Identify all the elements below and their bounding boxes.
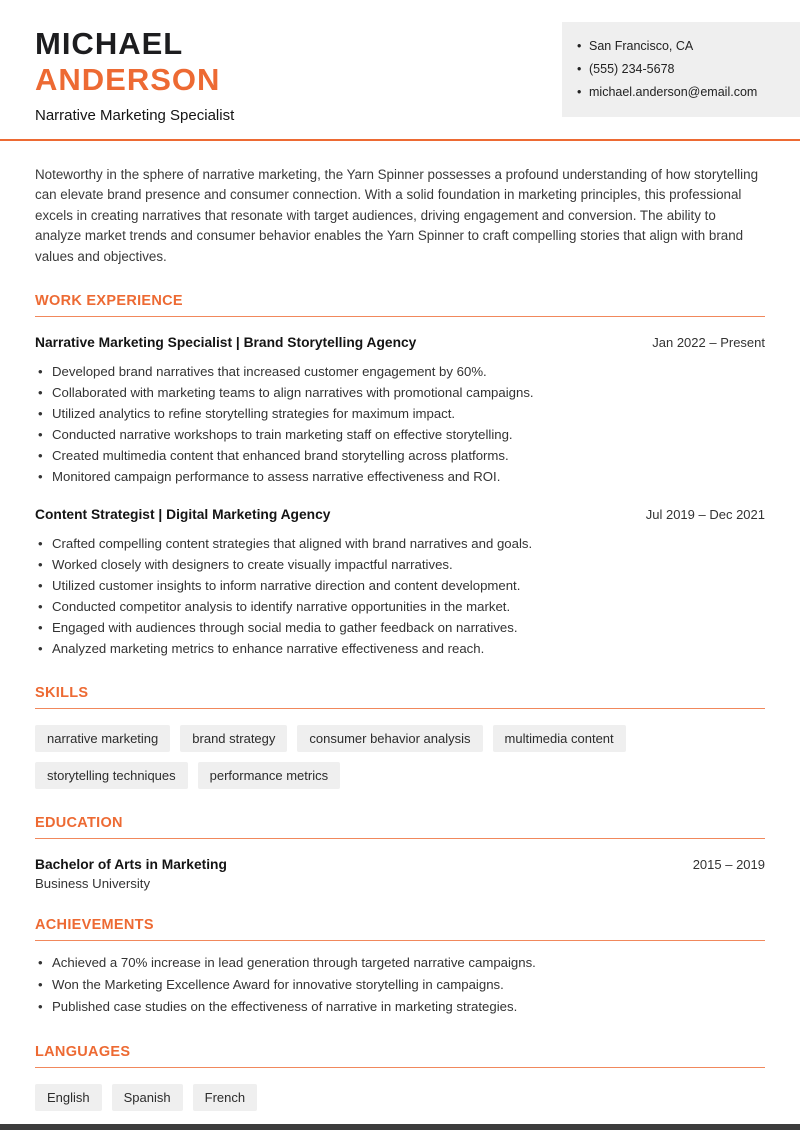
candidate-job-title: Narrative Marketing Specialist <box>35 106 235 124</box>
bullet-item: • Engaged with audiences through social media to gather feedback on narratives. <box>35 617 765 638</box>
achievements-heading: ACHIEVEMENTS <box>35 917 154 934</box>
bullet-item: • Won the Marketing Excellence Award for innovative storytelling in campaigns. <box>35 974 765 996</box>
achievement-list <box>35 952 765 1018</box>
contact-box <box>562 22 800 117</box>
page-bottom-bar <box>0 1124 800 1130</box>
bullet-item: • Created multimedia content that enhanced brand storytelling across platforms. <box>35 445 765 466</box>
language-tag: French <box>193 1084 257 1111</box>
education-dates: 2015 – 2019 <box>692 857 765 873</box>
section-achievements <box>35 917 765 1018</box>
job-header <box>35 507 765 522</box>
bullet-item: • Utilized customer insights to inform narrative direction and content development. <box>35 575 765 596</box>
resume-body <box>0 165 800 1112</box>
contact-email: • michael.anderson@email.com <box>576 81 786 104</box>
section-divider <box>35 316 765 317</box>
resume-header <box>0 0 800 124</box>
skill-tag-list <box>35 725 765 789</box>
summary-paragraph: Noteworthy in the sphere of narrative marketing, the Yarn Spinner possesses a profound understanding of how storytelling can elevate brand presence and consumer connection. With a solid foundation in marketing principles, this professional excels in creating narratives that resonate with target audiences, driving engagement and conversion. The ability to analyze market trends and consumer behavior enables the Yarn Spinner to craft compelling stories that align with brand values and objectives. <box>35 166 759 264</box>
languages-heading: LANGUAGES <box>35 1044 131 1061</box>
section-education <box>35 815 765 891</box>
section-languages <box>35 1044 765 1111</box>
bullet-item: • Utilized analytics to refine storytelling strategies for maximum impact. <box>35 403 765 424</box>
work-experience-heading: WORK EXPERIENCE <box>35 293 183 310</box>
bullet-item: • Worked closely with designers to create visually impactful narratives. <box>35 554 765 575</box>
last-name: ANDERSON <box>35 61 221 97</box>
skill-tag: narrative marketing <box>35 725 170 752</box>
language-tag: Spanish <box>112 1084 183 1111</box>
education-header <box>35 857 765 872</box>
skill-tag: brand strategy <box>180 725 287 752</box>
skills-heading: SKILLS <box>35 685 89 702</box>
skill-tag: consumer behavior analysis <box>297 725 482 752</box>
skill-tag: storytelling techniques <box>35 762 188 789</box>
education-school: Business University <box>35 876 151 892</box>
bullet-item: • Published case studies on the effectiveness of narrative in marketing strategies. <box>35 996 765 1018</box>
section-divider <box>35 940 765 941</box>
bullet-item: • Collaborated with marketing teams to align narratives with promotional campaigns. <box>35 382 765 403</box>
bullet-item: • Analyzed marketing metrics to enhance narrative effectiveness and reach. <box>35 638 765 659</box>
section-work-experience <box>35 293 765 659</box>
job-entry <box>35 507 765 659</box>
contact-list <box>576 35 786 104</box>
job-dates: Jan 2022 – Present <box>652 335 765 351</box>
job-bullet-list <box>35 361 765 487</box>
job-title: Narrative Marketing Specialist | Brand Storytelling Agency <box>35 335 417 351</box>
language-tag: English <box>35 1084 102 1111</box>
skill-tag: multimedia content <box>493 725 626 752</box>
job-entry <box>35 335 765 487</box>
skill-tag: performance metrics <box>198 762 340 789</box>
section-divider <box>35 708 765 709</box>
section-divider <box>35 838 765 839</box>
section-skills <box>35 685 765 789</box>
bullet-item: • Conducted competitor analysis to identify narrative opportunities in the market. <box>35 596 765 617</box>
bullet-item: • Crafted compelling content strategies that aligned with brand narratives and goals. <box>35 533 765 554</box>
bullet-item: • Conducted narrative workshops to train marketing staff on effective storytelling. <box>35 424 765 445</box>
job-dates: Jul 2019 – Dec 2021 <box>645 507 765 523</box>
language-tag-list <box>35 1084 765 1111</box>
contact-phone: • (555) 234-5678 <box>576 58 786 81</box>
job-title: Content Strategist | Digital Marketing Agency <box>35 507 331 523</box>
header-divider <box>0 139 800 141</box>
section-divider <box>35 1067 765 1068</box>
job-header <box>35 335 765 350</box>
first-name: MICHAEL <box>35 26 184 61</box>
education-heading: EDUCATION <box>35 815 123 832</box>
bullet-item: • Developed brand narratives that increased customer engagement by 60%. <box>35 361 765 382</box>
job-bullet-list <box>35 533 765 659</box>
bullet-item: • Monitored campaign performance to assess narrative effectiveness and ROI. <box>35 466 765 487</box>
contact-location: • San Francisco, CA <box>576 35 786 58</box>
bullet-item: • Achieved a 70% increase in lead generation through targeted narrative campaigns. <box>35 952 765 974</box>
education-degree: Bachelor of Arts in Marketing <box>35 857 227 873</box>
